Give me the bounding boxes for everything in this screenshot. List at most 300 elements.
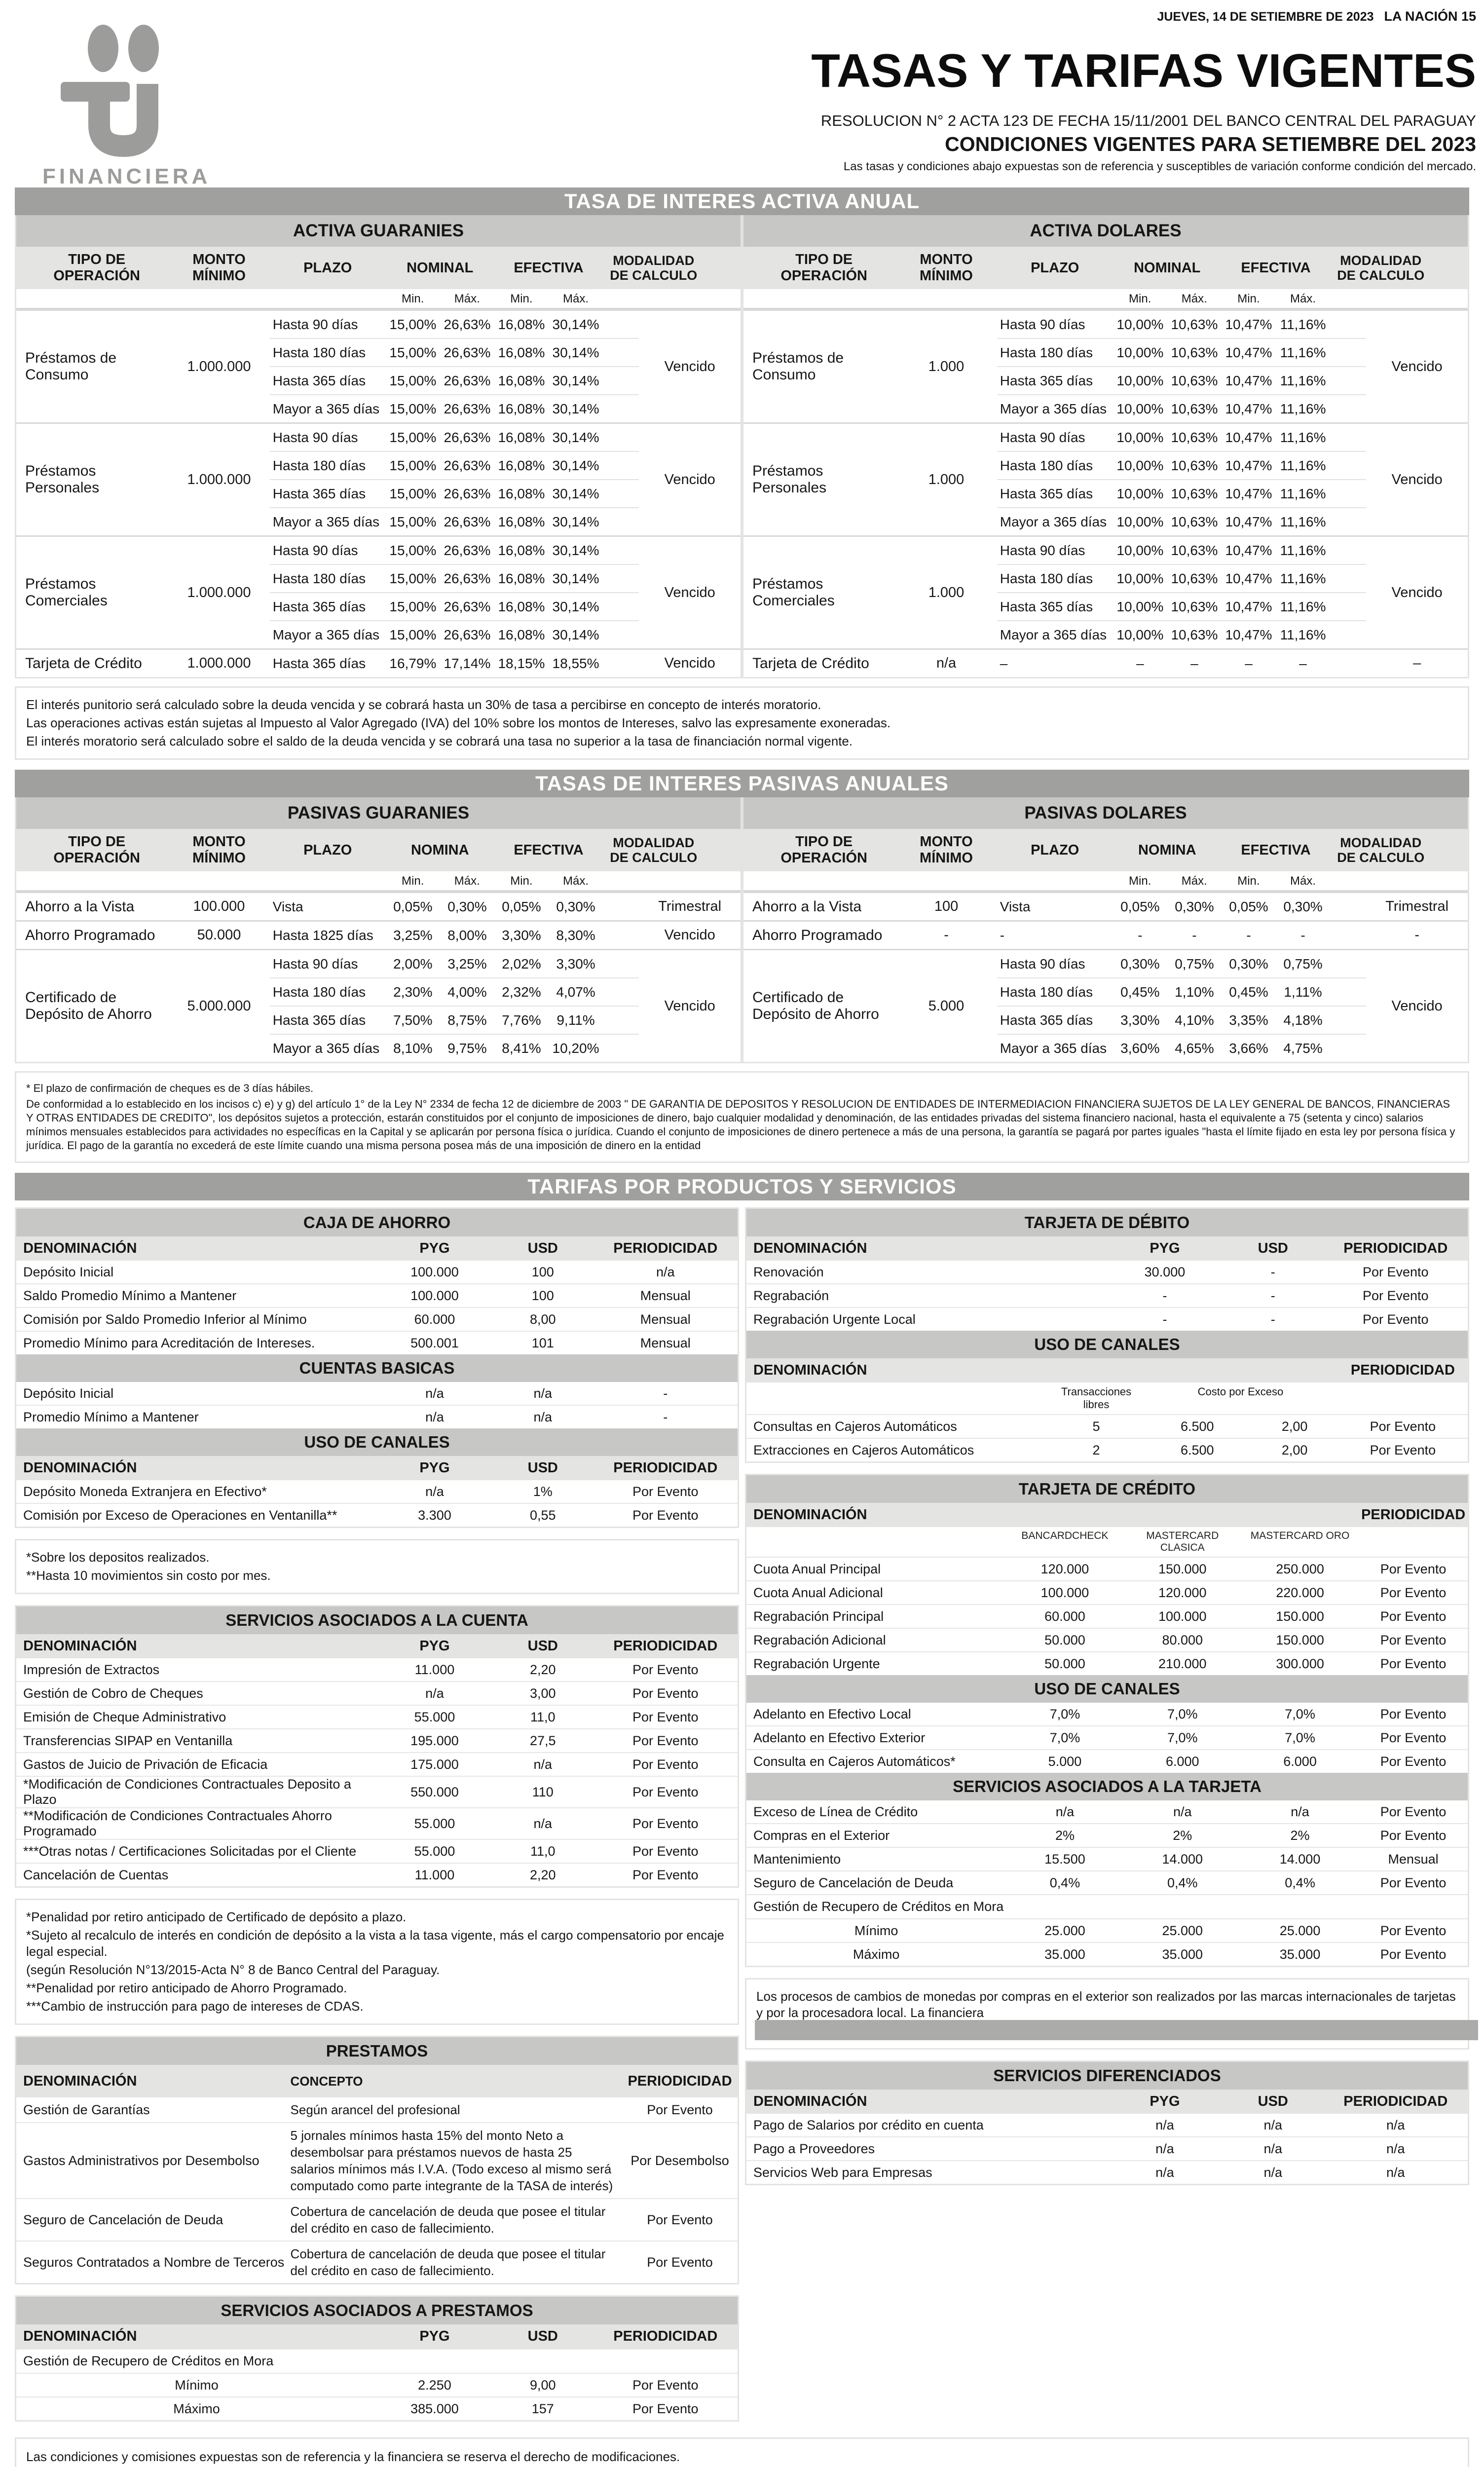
column-header: USD [527,1460,558,1476]
cell: 300.000 [1276,1656,1324,1671]
cell: - [1270,1311,1275,1327]
cell: Por Evento [1362,1288,1429,1303]
operation-minimum: 100 [934,898,959,914]
cell: Cobertura de cancelación de deuda que posee el titular del crédito en caso de fallecimiento. [290,2246,606,2278]
cell: Por Evento [632,1867,699,1882]
cell: 500.001 [410,1335,459,1350]
term-label: Hasta 90 días [272,542,358,558]
col-header-tipo: TIPO DE OPERACIÓN [53,834,140,866]
rate-value: 10,47% [1225,457,1272,473]
cell: Por Evento [632,1757,699,1772]
column-header: DENOMINACIÓN [23,1638,137,1654]
rate-value: 11,16% [1280,486,1326,501]
col-header-efectiva: EFECTIVA [514,260,584,276]
rate-value: - [1192,927,1197,943]
rate-value: 11,16% [1280,598,1326,614]
cell: 250.000 [1276,1561,1324,1576]
rate-value: 11,16% [1280,373,1326,388]
rate-value: 8,00% [447,927,487,943]
cell: 25.000 [1162,1923,1203,1938]
spacer [746,1530,1006,1554]
cell: n/a [1291,1804,1309,1819]
minmax-label-0: Min. [402,874,424,888]
operation-minimum: 1.000.000 [187,358,251,374]
term-row [270,950,639,977]
rate-value: 9,11% [556,1012,595,1028]
rate-value: 16,08% [498,598,545,614]
cell: Adelanto en Efectivo Exterior [753,1730,926,1745]
table-row [746,1651,1468,1675]
term-rows [270,893,639,920]
rate-value: 10,47% [1225,542,1272,558]
cell: n/a [1055,1804,1075,1819]
table-row [746,1283,1468,1307]
spacer [1338,1385,1468,1411]
cell: 6.000 [1165,1754,1199,1769]
cell: Depósito Inicial [23,1264,114,1279]
cell: 55.000 [414,1816,455,1831]
rate-value: 16,79% [389,655,437,671]
term-row [270,893,639,920]
operation-row [743,949,1468,1062]
table-title: ACTIVA GUARANIES [16,215,741,247]
cell: Promedio Mínimo para Acreditación de Intereses. [23,1335,315,1350]
column-header-row [746,1503,1468,1527]
rate-value: 3,25% [447,956,487,972]
table-row [746,2136,1468,2160]
rate-value: 26,63% [444,344,491,360]
rate-value: 10,47% [1225,627,1272,642]
cell: n/a [425,1385,444,1401]
rate-value: 15,00% [389,542,437,558]
term-row [997,950,1367,977]
operation-row [16,535,741,648]
cell: 1% [533,1484,553,1499]
cell: 8,00 [529,1311,556,1327]
rate-value: 3,66% [1229,1040,1268,1056]
cell: Por Evento [1380,1585,1447,1600]
term-row [270,1034,639,1062]
column-header: DENOMINACIÓN [753,1507,867,1523]
column-header: PYG [419,2328,450,2344]
rate-value: 10,63% [1171,542,1218,558]
term-label: Hasta 90 días [272,429,358,445]
rate-value: 10,47% [1225,570,1272,586]
table-row [746,1703,1468,1725]
table-row [16,2097,738,2122]
rate-value: 10,63% [1171,401,1218,416]
cell: Gastos de Juicio de Privación de Eficacia [23,1757,268,1772]
table-row [16,1776,738,1807]
minmax-label-1: Máx. [1181,874,1207,888]
rate-value: 3,25% [393,927,433,943]
cell: 9,00 [529,2377,556,2392]
rate-value: 16,08% [498,344,545,360]
term-label: Mayor a 365 días [1000,1040,1107,1056]
table-row [16,1752,738,1776]
term-label: Hasta 180 días [1000,457,1093,473]
cell: Por Evento [1370,1419,1436,1434]
tarifa-box-tarjeta-credito [745,1474,1469,1967]
rate-value: – [1299,655,1307,671]
minmax-row [16,289,741,309]
activa-notes-box [15,686,1469,760]
cell: Cuota Anual Principal [753,1561,881,1576]
rate-value: 30,14% [552,344,599,360]
column-header: PERIODICIDAD [1350,1362,1455,1378]
tarifa-box-prestamos [15,2036,739,2284]
table-row [746,1415,1468,1438]
column-header: USD [1258,1240,1288,1256]
tarifas-right-column [745,1207,1469,2196]
note-line: (según Resolución N°13/2015-Acta N° 8 de Banco Central del Paraguay. [26,1962,440,1977]
spacer [603,292,705,306]
operation-modality: Vencido [1391,471,1443,487]
cell: 2,00 [1281,1442,1308,1458]
cell: Por Evento [1380,1561,1447,1576]
channel-subheader-row [746,1383,1468,1415]
rate-value: 0,75% [1175,956,1214,972]
col-header-modalidad: MODALIDAD DE CALCULO [1337,835,1425,865]
rate-table-activa-guaranies [15,215,742,678]
table-row [746,2160,1468,2184]
cell: 11.000 [414,1662,455,1677]
term-row [997,620,1367,648]
table-row [16,1382,738,1405]
operation-modality: Vencido [1391,358,1443,374]
table-row [16,2198,738,2241]
cell: Gestión de Garantías [23,2102,150,2117]
rate-value: 10,00% [1116,316,1164,332]
cell: 385.000 [410,2401,459,2416]
column-header-row [746,1236,1468,1261]
term-rows [997,650,1367,677]
term-row [270,507,639,535]
minmax-label-3: Máx. [1290,874,1316,888]
column-header: PYG [419,1460,450,1476]
cell: 55.000 [414,1843,455,1859]
rate-value: 30,14% [552,486,599,501]
rate-value: 15,00% [389,570,437,586]
col-header-modalidad: MODALIDAD DE CALCULO [610,253,698,283]
subsection-title: USO DE CANALES [746,1331,1468,1358]
column-header: PYG [419,1240,450,1256]
col-header-efectiva: EFECTIVA [514,842,584,858]
term-label: Vista [272,898,303,914]
column-header: PERIODICIDAD [613,1638,718,1654]
table-row [746,1558,1468,1580]
rate-value: 18,55% [552,655,599,671]
operation-minimum: 1.000 [928,471,965,487]
term-row [997,537,1367,564]
rate-value: 7,76% [502,1012,541,1028]
operation-type: Préstamos Comerciales [25,576,108,609]
brand-header-row [746,1527,1468,1558]
tarifa-box-caja-de-ahorro [15,1207,739,1528]
table-row [746,1800,1468,1823]
rate-value: 26,63% [444,542,491,558]
cell: Por Evento [1380,1804,1447,1819]
cell: Regrabación Urgente Local [753,1311,916,1327]
cell: Extracciones en Cajeros Automáticos [753,1442,974,1458]
term-label: Hasta 90 días [272,956,358,972]
table-row [16,1307,738,1331]
rate-value: 10,00% [1116,514,1164,529]
rate-value: 2,32% [502,984,541,1000]
spacer [746,1385,1049,1411]
rate-value: 0,45% [1229,984,1268,1000]
term-label: Mayor a 365 días [272,1040,380,1056]
rate-value: 30,14% [552,627,599,642]
minmax-label-0: Min. [1129,292,1151,305]
rate-value: 15,00% [389,344,437,360]
column-header: PERIODICIDAD [613,1240,718,1256]
operation-row [16,920,741,949]
term-row [270,650,639,677]
rate-value: 4,75% [1283,1040,1323,1056]
rate-value: 26,63% [444,373,491,388]
operation-row [743,892,1468,920]
term-row [270,424,639,451]
rate-value: 3,60% [1120,1040,1160,1056]
note-line: El interés moratorio será calculado sobre el saldo de la deuda vencida y se cobrará una tasa no superior a la tasa de financiación normal vigente. [26,734,853,748]
subsection-title: CUENTAS BASICAS [16,1354,738,1382]
sub-row [16,2373,738,2396]
table-row [746,1628,1468,1651]
rows-group [746,1558,1468,1675]
operation-minimum: 5.000 [928,998,965,1014]
cell: 150.000 [1276,1608,1324,1624]
col-header-plazo: PLAZO [1031,842,1079,858]
cell: 2% [1055,1828,1075,1843]
rows-group [16,1261,738,1354]
operation-type: Préstamos Personales [25,463,100,496]
pasivas-notes-box [15,1071,1469,1163]
rate-value: 30,14% [552,570,599,586]
cell: n/a [533,1757,553,1772]
cell: 35.000 [1044,1946,1085,1962]
sub-row [16,2396,738,2420]
cell: Seguros Contratados a Nombre de Terceros [23,2254,285,2270]
term-label: Hasta 365 días [272,1012,366,1028]
spacer [743,292,1113,306]
rate-value: 0,05% [393,898,433,914]
cell: 100 [531,1288,554,1303]
rate-value: 10,20% [552,1040,599,1056]
column-header-row [16,247,741,289]
col-header-nominal: NOMINA [410,842,469,858]
column-header: USD [527,2328,558,2344]
cell: Por Evento [1380,1706,1447,1721]
cell: 60.000 [1044,1608,1085,1624]
note-line: El interés punitorio será calculado sobre la deuda vencida y se cobrará hasta un 30% de tasa a percibirse en concepto de interés moratorio. [26,697,821,712]
note-box-caja-notes [15,1539,739,1594]
cell: - [663,1385,668,1401]
cell: Transferencias SIPAP en Ventanilla [23,1733,233,1748]
section-bar-pasivas: TASAS DE INTERES PASIVAS ANUALES [15,770,1469,797]
rate-value: 11,16% [1280,570,1326,586]
term-row [997,650,1367,677]
cell: Por Evento [632,1816,699,1831]
cell: Por Evento [632,1733,699,1748]
cell: 35.000 [1279,1946,1321,1962]
rate-value: 10,00% [1116,373,1164,388]
cell: Impresión de Extractos [23,1662,160,1677]
spacer [16,292,386,306]
minmax-label-3: Máx. [1290,292,1316,305]
cell: Gastos Administrativos por Desembolso [23,2153,260,2168]
term-label: Hasta 180 días [1000,570,1093,586]
term-rows [270,922,639,949]
rate-value: 15,00% [389,401,437,416]
cell: 7,0% [1167,1706,1198,1721]
section-bar-activa: TASA DE INTERES ACTIVA ANUAL [15,187,1469,215]
operation-row [743,535,1468,648]
cell: 3.300 [418,1507,451,1523]
cell: 5.000 [1048,1754,1082,1769]
term-rows [270,311,639,422]
cell: Por Evento [632,1685,699,1701]
column-header: PYG [1150,1240,1180,1256]
col-header-tipo: TIPO DE OPERACIÓN [53,252,140,284]
term-label: Hasta 180 días [1000,984,1093,1000]
rate-value: 0,30% [556,898,595,914]
cell: Por Evento [1380,1730,1447,1745]
cell: Mensual [640,1311,691,1327]
table-row [746,1261,1468,1283]
rate-value: 16,08% [498,373,545,388]
column-header-row [743,829,1468,871]
operation-modality: Vencido [664,358,715,374]
rate-table-pasivas-dolares [742,797,1469,1063]
rate-value: 15,00% [389,486,437,501]
minmax-row [743,871,1468,892]
column-header-row [746,2090,1468,2114]
cell: n/a [1155,2165,1174,2180]
cell: Compras en el Exterior [753,1828,890,1843]
column-header: DENOMINACIÓN [753,1362,867,1378]
operation-type: Tarjeta de Crédito [25,655,142,672]
term-rows [997,424,1367,535]
rate-value: 16,08% [498,514,545,529]
minmax-row [16,871,741,892]
term-row [997,1006,1367,1034]
rate-value: 16,08% [498,457,545,473]
rate-value: 10,63% [1171,373,1218,388]
term-label: Vista [1000,898,1031,914]
column-header: USD [527,1638,558,1654]
cell: Por Evento [1362,1264,1429,1279]
brand-name: BANCARDCHECK [1021,1530,1109,1541]
cell: Seguro de Cancelación de Deuda [753,1875,954,1890]
operation-modality: Vencido [1391,998,1443,1014]
cell: n/a [425,1685,444,1701]
table-row [16,1839,738,1863]
column-header-row [16,829,741,871]
rate-value: 4,10% [1175,1012,1214,1028]
cell: Seguro de Cancelación de Deuda [23,2212,223,2227]
term-row [270,338,639,366]
operation-minimum: - [944,927,949,943]
term-label: Hasta 180 días [272,984,366,1000]
cell: Adelanto en Efectivo Local [753,1706,911,1721]
term-label: Hasta 365 días [272,486,366,501]
cell: - [1270,1288,1275,1303]
rate-value: 3,30% [556,956,595,972]
operation-type: Certificado de Depósito de Ahorro [752,989,879,1022]
rate-value: 26,63% [444,627,491,642]
rate-value: 30,14% [552,457,599,473]
cell: Por Evento [1380,1754,1447,1769]
operation-modality: Trimestral [658,898,722,914]
cell: Mensual [640,1335,691,1350]
term-label: Hasta 90 días [1000,429,1085,445]
rate-value: 10,63% [1171,457,1218,473]
operation-row [16,422,741,535]
cell: n/a [1386,2141,1405,2156]
column-header: DENOMINACIÓN [23,1460,137,1476]
column-header: PERIODICIDAD [613,1460,718,1476]
term-row [270,592,639,620]
term-row [270,977,639,1006]
rate-value: 10,63% [1171,344,1218,360]
table-row [16,1503,738,1527]
cell: 35.000 [1162,1946,1203,1962]
subsection-title: TARJETA DE DÉBITO [746,1209,1468,1236]
term-label: Mayor a 365 días [272,514,380,529]
operation-minimum: 100.000 [193,898,245,914]
spacer [603,874,705,888]
rate-value: 4,18% [1283,1012,1323,1028]
cell: 157 [531,2401,554,2416]
subsection-title: USO DE CANALES [16,1428,738,1456]
col-header-tipo: TIPO DE OPERACIÓN [780,252,867,284]
term-label: Hasta 365 días [1000,486,1093,501]
minmax-label-0: Min. [402,292,424,305]
rate-value: 10,00% [1116,598,1164,614]
rows-group [16,1658,738,1886]
rate-value: 3,30% [502,927,541,943]
table-row [16,1405,738,1428]
rate-value: 0,30% [1120,956,1160,972]
rate-value: - [1138,927,1143,943]
cell: n/a [1263,2117,1283,2132]
disclaimer-line: Las tasas y condiciones abajo expuestas son de referencia y susceptibles de variación conforme condición del mercado. [843,160,1476,173]
rows-group [746,1415,1468,1461]
cell: 100.000 [1040,1585,1089,1600]
cell: n/a [1263,2165,1283,2180]
rate-value: 11,16% [1280,457,1326,473]
col-header-nominal: NOMINA [1138,842,1196,858]
rate-value: 2,00% [393,956,433,972]
rate-value: 2,30% [393,984,433,1000]
col-header-modalidad: MODALIDAD DE CALCULO [610,835,698,865]
cell: 150.000 [1158,1561,1207,1576]
operation-minimum: n/a [936,655,957,671]
operation-modality: Trimestral [1385,898,1449,914]
operation-type: Tarjeta de Crédito [752,655,869,672]
cell: 80.000 [1162,1632,1203,1647]
rate-value: 10,47% [1225,598,1272,614]
table-row [16,1705,738,1728]
term-row [997,311,1367,338]
pasivas-tables [15,797,1469,1063]
tarifa-box-tarjeta-debito [745,1207,1469,1463]
rate-value: 17,14% [444,655,491,671]
rate-value: 15,00% [389,316,437,332]
col-header-tipo: TIPO DE OPERACIÓN [780,834,867,866]
rows-group [16,2097,738,2283]
